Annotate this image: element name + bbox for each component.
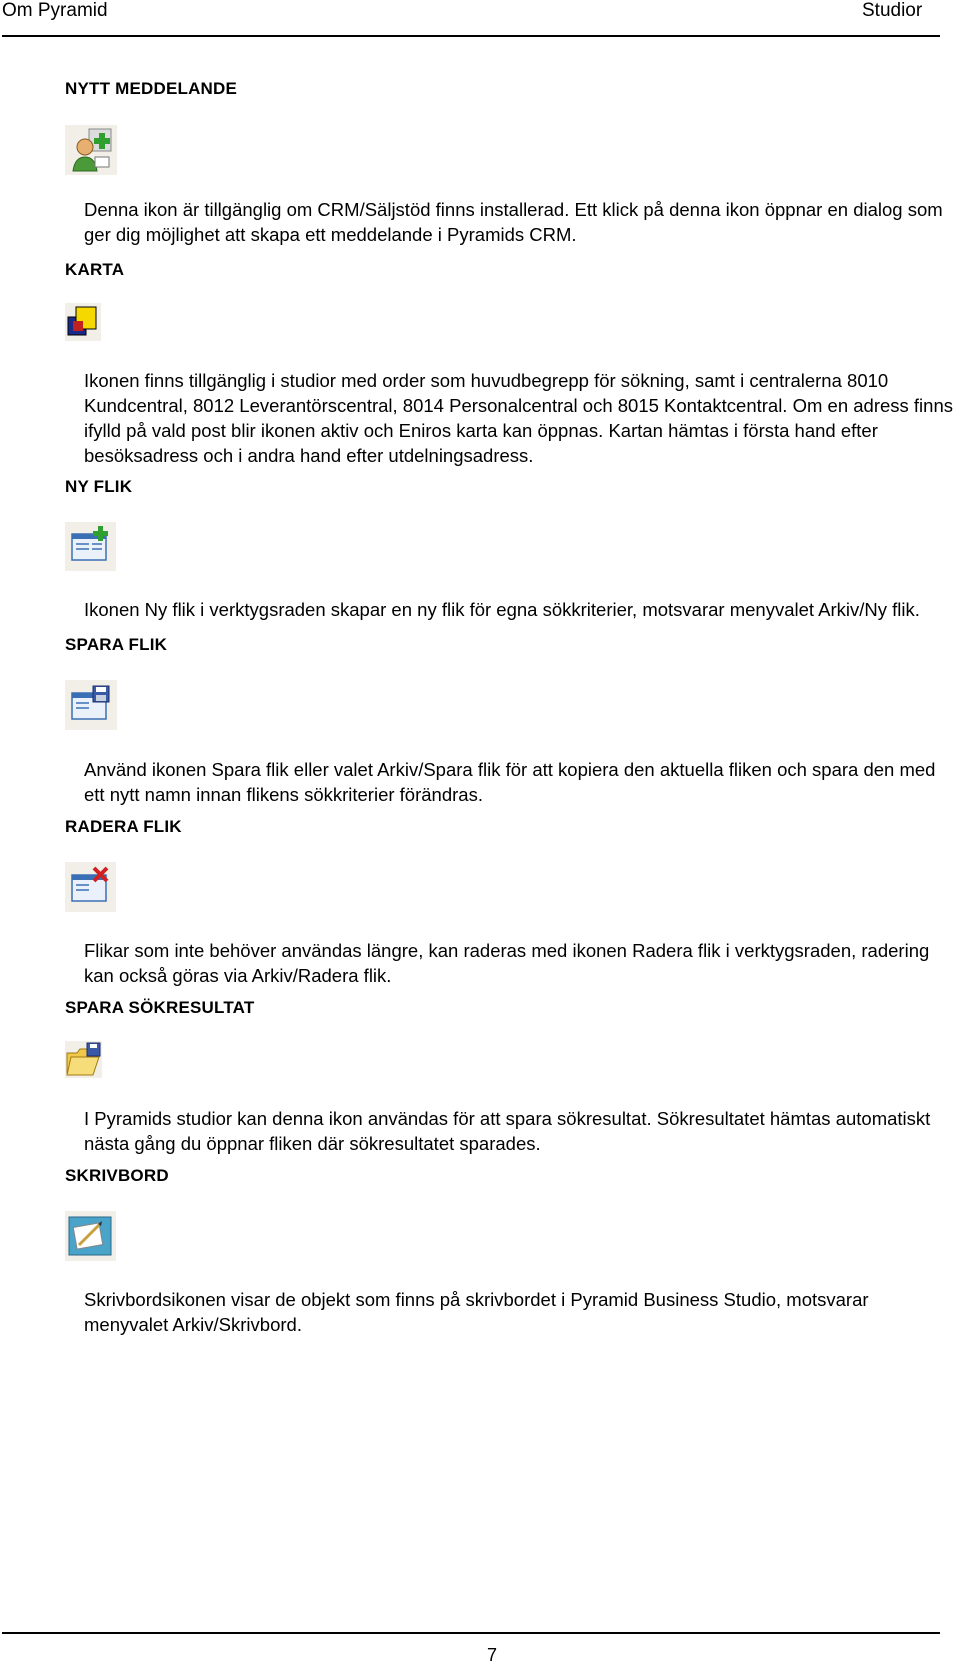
section-heading-save-search-result: SPARA SÖKRESULTAT <box>65 998 255 1017</box>
section-heading-delete-tab: RADERA FLIK <box>65 817 182 836</box>
section-heading-map: KARTA <box>65 260 125 279</box>
delete-tab-icon <box>65 862 116 912</box>
section-text-desktop: Skrivbordsikonen visar de objekt som finns på skrivbordet i Pyramid Business Studio, motsvarar menyvalet Arkiv/Skrivbord. <box>84 1289 869 1335</box>
header-title-right: Studior <box>862 0 923 21</box>
page-number: 7 <box>487 1645 498 1665</box>
header-rule <box>2 35 940 37</box>
save-tab-icon <box>65 680 117 730</box>
section-text-map: Ikonen finns tillgänglig i studior med order som huvudbegrepp för sökning, samt i centralerna 8010 Kundcentral, 8012 Leverantörscentral, 8014 Personalcentral och 8015 Kontaktcentral. Om en adress finns ifylld på vald post blir ikonen aktiv och Eniros karta kan öppnas. Kartan hämtas i första hand efter besöksadress och i andra hand efter utdelningsadress. <box>84 370 953 466</box>
section-text-save-tab: Använd ikonen Spara flik eller valet Arkiv/Spara flik för att kopiera den aktuella fliken och spara den med ett nytt namn innan flikens sökkriterier förändras. <box>84 759 936 805</box>
section-text-delete-tab: Flikar som inte behöver användas längre, kan raderas med ikonen Radera flik i verktygsraden, radering kan också göras via Arkiv/Radera flik. <box>84 940 930 986</box>
section-heading-new-tab: NY FLIK <box>65 477 133 496</box>
new-message-icon <box>65 125 117 175</box>
section-text-new-message: Denna ikon är tillgänglig om CRM/Säljstöd finns installerad. Ett klick på denna ikon öppnar en dialog som ger dig möjlighet att skapa ett meddelande i Pyramids CRM. <box>84 199 943 245</box>
section-heading-new-message: NYTT MEDDELANDE <box>65 79 238 98</box>
footer-rule <box>2 1632 940 1634</box>
save-search-result-icon <box>65 1041 102 1078</box>
map-icon <box>65 303 101 341</box>
section-heading-desktop: SKRIVBORD <box>65 1166 169 1185</box>
header-title-left: Om Pyramid <box>2 0 108 21</box>
new-tab-icon <box>65 522 116 571</box>
section-text-new-tab: Ikonen Ny flik i verktygsraden skapar en ny flik för egna sökkriterier, motsvarar menyvalet Arkiv/Ny flik. <box>84 599 920 620</box>
desktop-icon <box>65 1211 116 1261</box>
section-text-save-search-result: I Pyramids studior kan denna ikon användas för att spara sökresultat. Sökresultatet hämtas automatiskt nästa gång du öppnar fliken där sökresultatet sparades. <box>84 1108 931 1154</box>
section-heading-save-tab: SPARA FLIK <box>65 635 168 654</box>
